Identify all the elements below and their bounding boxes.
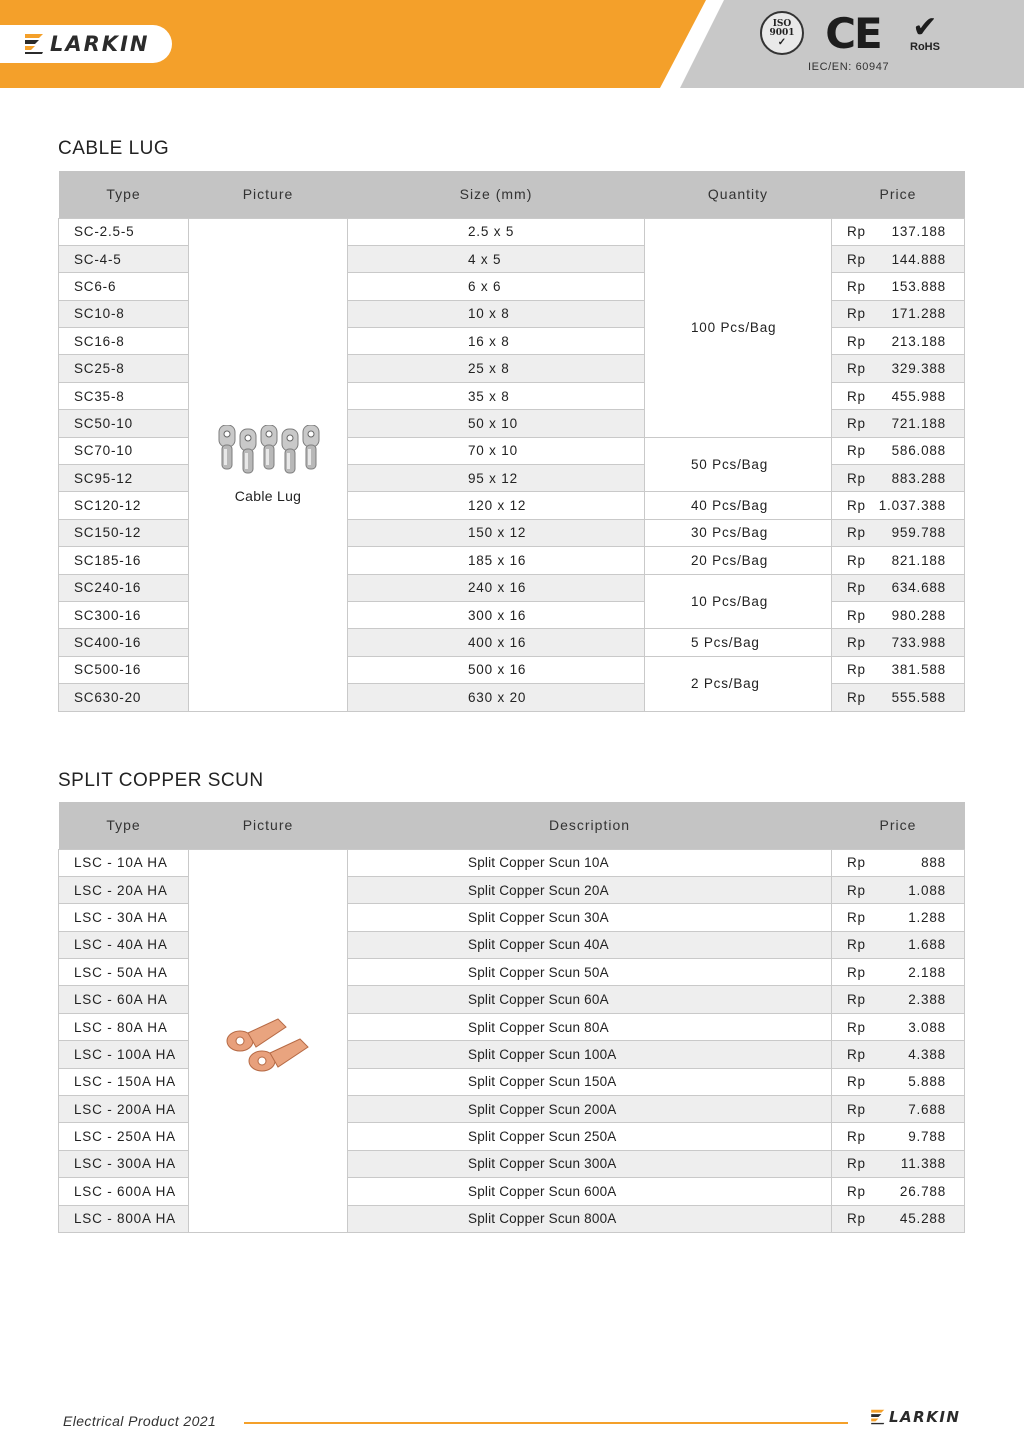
price-cell: [832, 1123, 965, 1150]
price-value: 959.788: [891, 525, 946, 541]
currency-label: Rp: [847, 525, 866, 541]
header-quantity: Quantity: [645, 171, 832, 218]
currency-label: Rp: [847, 1156, 866, 1172]
price-wrap: [847, 1047, 946, 1062]
currency-label: Rp: [847, 964, 866, 980]
currency-label: Rp: [847, 635, 866, 651]
larkin-logo-icon: [869, 1409, 885, 1425]
currency-label: Rp: [847, 937, 866, 953]
type-cell: SC185-16: [59, 547, 189, 574]
price-wrap: [847, 553, 946, 568]
type-cell: SC400-16: [59, 629, 189, 656]
currency-label: Rp: [847, 388, 866, 404]
header-type: Type: [59, 802, 189, 849]
table-row: [59, 849, 965, 876]
price-cell: [832, 492, 965, 519]
type-cell: LSC - 40A HA: [59, 931, 189, 958]
price-wrap: [847, 1074, 946, 1089]
type-cell: LSC - 100A HA: [59, 1041, 189, 1068]
quantity-cell: 40 Pcs/Bag: [645, 492, 832, 519]
size-cell: 500 x 16: [348, 656, 645, 683]
price-cell: [832, 986, 965, 1013]
price-wrap: [847, 635, 946, 650]
price-wrap: [847, 883, 946, 898]
type-cell: LSC - 300A HA: [59, 1150, 189, 1177]
description-cell: Split Copper Scun 10A: [348, 849, 832, 876]
size-cell: 35 x 8: [348, 382, 645, 409]
price-value: 455.988: [891, 388, 946, 404]
price-wrap: [847, 965, 946, 980]
price-value: 2.188: [908, 964, 946, 980]
price-value: 213.188: [891, 333, 946, 349]
quantity-cell: 100 Pcs/Bag: [645, 218, 832, 437]
type-cell: LSC - 800A HA: [59, 1205, 189, 1232]
description-cell: Split Copper Scun 150A: [348, 1068, 832, 1095]
quantity-cell: 50 Pcs/Bag: [645, 437, 832, 492]
price-cell: [832, 300, 965, 327]
cable-lug-image: [213, 425, 323, 479]
type-cell: LSC - 200A HA: [59, 1096, 189, 1123]
price-cell: [832, 849, 965, 876]
price-wrap: [847, 1156, 946, 1171]
header-type: Type: [59, 171, 189, 218]
price-wrap: [847, 224, 946, 239]
header-size: Size (mm): [348, 171, 645, 218]
price-value: 733.988: [891, 635, 946, 651]
split-copper-title: SPLIT COPPER SCUN: [58, 770, 264, 791]
price-cell: [832, 601, 965, 628]
price-wrap: [847, 937, 946, 952]
currency-label: Rp: [847, 1046, 866, 1062]
cable-lug-table: [58, 171, 965, 712]
price-cell: [832, 684, 965, 711]
brand-logo: [0, 25, 172, 63]
price-value: 171.288: [891, 306, 946, 322]
description-cell: Split Copper Scun 50A: [348, 959, 832, 986]
type-cell: SC120-12: [59, 492, 189, 519]
picture-cell: [189, 218, 348, 711]
type-cell: SC16-8: [59, 328, 189, 355]
type-cell: SC6-6: [59, 273, 189, 300]
description-cell: Split Copper Scun 40A: [348, 931, 832, 958]
price-wrap: [847, 361, 946, 376]
size-cell: 10 x 8: [348, 300, 645, 327]
type-cell: LSC - 20A HA: [59, 876, 189, 903]
price-value: 9.788: [908, 1129, 946, 1145]
price-cell: [832, 1150, 965, 1177]
picture-label: Cable Lug: [234, 488, 302, 505]
price-wrap: [847, 608, 946, 623]
price-cell: [832, 959, 965, 986]
currency-label: Rp: [847, 415, 866, 431]
price-value: 137.188: [891, 224, 946, 240]
type-cell: LSC - 50A HA: [59, 959, 189, 986]
currency-label: Rp: [847, 470, 866, 486]
currency-label: Rp: [847, 224, 866, 240]
price-wrap: [847, 690, 946, 705]
currency-label: Rp: [847, 882, 866, 898]
price-value: 980.288: [891, 607, 946, 623]
price-cell: [832, 1205, 965, 1232]
price-value: 5.888: [908, 1074, 946, 1090]
table-header-row: [59, 171, 965, 218]
table-row: [59, 218, 965, 245]
price-wrap: [847, 1020, 946, 1035]
description-cell: Split Copper Scun 200A: [348, 1096, 832, 1123]
currency-label: Rp: [847, 607, 866, 623]
price-value: 11.388: [900, 1156, 946, 1172]
price-cell: [832, 876, 965, 903]
price-value: 4.388: [908, 1046, 946, 1062]
price-cell: [832, 547, 965, 574]
price-value: 26.788: [899, 1183, 946, 1199]
type-cell: LSC - 80A HA: [59, 1013, 189, 1040]
larkin-logo-icon: [22, 33, 44, 55]
price-value: 1.288: [908, 909, 946, 925]
size-cell: 300 x 16: [348, 601, 645, 628]
price-cell: [832, 1041, 965, 1068]
description-cell: Split Copper Scun 250A: [348, 1123, 832, 1150]
price-cell: [832, 410, 965, 437]
quantity-cell: 30 Pcs/Bag: [645, 519, 832, 546]
price-cell: [832, 1096, 965, 1123]
price-value: 1.037.388: [878, 498, 946, 514]
type-cell: SC95-12: [59, 465, 189, 492]
price-value: 721.188: [891, 415, 946, 431]
size-cell: 185 x 16: [348, 547, 645, 574]
price-cell: [832, 355, 965, 382]
price-cell: [832, 328, 965, 355]
description-cell: Split Copper Scun 20A: [348, 876, 832, 903]
type-cell: LSC - 150A HA: [59, 1068, 189, 1095]
size-cell: 2.5 x 5: [348, 218, 645, 245]
price-wrap: [847, 1184, 946, 1199]
footer-divider: [244, 1422, 848, 1424]
header-picture: Picture: [189, 802, 348, 849]
description-cell: Split Copper Scun 30A: [348, 904, 832, 931]
type-cell: SC150-12: [59, 519, 189, 546]
iso-badge-line1: ISO: [772, 18, 792, 29]
price-value: 634.688: [891, 580, 946, 596]
cable-lug-title: CABLE LUG: [58, 138, 170, 159]
size-cell: 400 x 16: [348, 629, 645, 656]
price-value: 2.388: [908, 992, 946, 1008]
price-value: 7.688: [908, 1101, 946, 1117]
price-value: 45.288: [899, 1211, 946, 1227]
rohs-check-icon: ✔: [912, 10, 938, 45]
rohs-badge: [900, 8, 950, 58]
type-cell: SC240-16: [59, 574, 189, 601]
price-wrap: [847, 525, 946, 540]
footer-text: Electrical Product 2021: [63, 1413, 217, 1429]
price-cell: [832, 1013, 965, 1040]
price-cell: [832, 1178, 965, 1205]
price-value: 1.088: [908, 882, 946, 898]
footer-brand: LARKIN: [889, 1408, 961, 1426]
split-copper-table: [58, 802, 965, 1233]
size-cell: 25 x 8: [348, 355, 645, 382]
description-cell: Split Copper Scun 80A: [348, 1013, 832, 1040]
currency-label: Rp: [847, 689, 866, 705]
price-wrap: [847, 443, 946, 458]
currency-label: Rp: [847, 1019, 866, 1035]
type-cell: SC-2.5-5: [59, 218, 189, 245]
ce-mark: CE: [825, 8, 881, 58]
size-cell: 70 x 10: [348, 437, 645, 464]
price-cell: [832, 1068, 965, 1095]
table-header-row: [59, 802, 965, 849]
description-cell: Split Copper Scun 100A: [348, 1041, 832, 1068]
currency-label: Rp: [847, 306, 866, 322]
size-cell: 150 x 12: [348, 519, 645, 546]
size-cell: 120 x 12: [348, 492, 645, 519]
currency-label: Rp: [847, 361, 866, 377]
quantity-cell: 2 Pcs/Bag: [645, 656, 832, 711]
price-value: 1.688: [908, 937, 946, 953]
type-cell: LSC - 600A HA: [59, 1178, 189, 1205]
description-cell: Split Copper Scun 300A: [348, 1150, 832, 1177]
price-wrap: [847, 1129, 946, 1144]
type-cell: LSC - 10A HA: [59, 849, 189, 876]
price-value: 883.288: [891, 470, 946, 486]
price-wrap: [847, 416, 946, 431]
price-value: 381.588: [891, 662, 946, 678]
currency-label: Rp: [847, 278, 866, 294]
price-wrap: [847, 252, 946, 267]
quantity-cell: 20 Pcs/Bag: [645, 547, 832, 574]
rohs-label: RoHS: [910, 41, 940, 53]
size-cell: 240 x 16: [348, 574, 645, 601]
price-value: 329.388: [891, 361, 946, 377]
currency-label: Rp: [847, 1129, 866, 1145]
iso-9001-badge: [760, 11, 804, 55]
check-icon: ✓: [777, 36, 787, 48]
price-cell: [832, 904, 965, 931]
price-wrap: [847, 389, 946, 404]
currency-label: Rp: [847, 1211, 866, 1227]
type-cell: LSC - 30A HA: [59, 904, 189, 931]
type-cell: SC630-20: [59, 684, 189, 711]
type-cell: LSC - 250A HA: [59, 1123, 189, 1150]
type-cell: SC10-8: [59, 300, 189, 327]
currency-label: Rp: [847, 1074, 866, 1090]
price-value: 153.888: [891, 278, 946, 294]
size-cell: 630 x 20: [348, 684, 645, 711]
price-wrap: [847, 1102, 946, 1117]
type-cell: SC70-10: [59, 437, 189, 464]
header-description: Description: [348, 802, 832, 849]
price-cell: [832, 218, 965, 245]
price-cell: [832, 931, 965, 958]
description-cell: Split Copper Scun 800A: [348, 1205, 832, 1232]
price-value: 586.088: [891, 443, 946, 459]
price-wrap: [847, 334, 946, 349]
size-cell: 6 x 6: [348, 273, 645, 300]
price-wrap: [847, 662, 946, 677]
type-cell: SC-4-5: [59, 245, 189, 272]
price-cell: [832, 656, 965, 683]
price-value: 821.188: [891, 552, 946, 568]
size-cell: 50 x 10: [348, 410, 645, 437]
footer-logo: [869, 1408, 960, 1426]
price-value: 555.588: [891, 689, 946, 705]
price-wrap: [847, 279, 946, 294]
currency-label: Rp: [847, 855, 866, 871]
price-value: 3.088: [908, 1019, 946, 1035]
currency-label: Rp: [847, 552, 866, 568]
currency-label: Rp: [847, 1183, 866, 1199]
header-price: Price: [832, 802, 965, 849]
price-wrap: [847, 580, 946, 595]
price-wrap: [847, 992, 946, 1007]
currency-label: Rp: [847, 251, 866, 267]
type-cell: SC300-16: [59, 601, 189, 628]
description-cell: Split Copper Scun 60A: [348, 986, 832, 1013]
currency-label: Rp: [847, 992, 866, 1008]
price-cell: [832, 437, 965, 464]
price-value: 888: [921, 855, 946, 871]
size-cell: 4 x 5: [348, 245, 645, 272]
currency-label: Rp: [847, 333, 866, 349]
currency-label: Rp: [847, 909, 866, 925]
price-cell: [832, 574, 965, 601]
currency-label: Rp: [847, 1101, 866, 1117]
type-cell: SC35-8: [59, 382, 189, 409]
brand-name: LARKIN: [50, 32, 150, 56]
split-copper-scun-image: [222, 1003, 314, 1075]
price-wrap: [847, 1211, 946, 1226]
price-wrap: [847, 306, 946, 321]
quantity-cell: 10 Pcs/Bag: [645, 574, 832, 629]
size-cell: 95 x 12: [348, 465, 645, 492]
price-cell: [832, 245, 965, 272]
currency-label: Rp: [847, 580, 866, 596]
price-cell: [832, 629, 965, 656]
price-cell: [832, 465, 965, 492]
quantity-cell: 5 Pcs/Bag: [645, 629, 832, 656]
standard-label: IEC/EN: 60947: [808, 61, 890, 73]
price-cell: [832, 519, 965, 546]
price-cell: [832, 273, 965, 300]
price-value: 144.888: [891, 251, 946, 267]
type-cell: LSC - 60A HA: [59, 986, 189, 1013]
iso-badge-line2: 9001: [769, 27, 795, 38]
currency-label: Rp: [847, 498, 866, 514]
type-cell: SC25-8: [59, 355, 189, 382]
size-cell: 16 x 8: [348, 328, 645, 355]
type-cell: SC500-16: [59, 656, 189, 683]
picture-cell: [189, 849, 348, 1232]
price-wrap: [847, 855, 946, 870]
currency-label: Rp: [847, 443, 866, 459]
description-cell: Split Copper Scun 600A: [348, 1178, 832, 1205]
price-wrap: [847, 471, 946, 486]
header-price: Price: [832, 171, 965, 218]
price-cell: [832, 382, 965, 409]
price-wrap: [847, 498, 946, 513]
type-cell: SC50-10: [59, 410, 189, 437]
price-wrap: [847, 910, 946, 925]
header-picture: Picture: [189, 171, 348, 218]
currency-label: Rp: [847, 662, 866, 678]
